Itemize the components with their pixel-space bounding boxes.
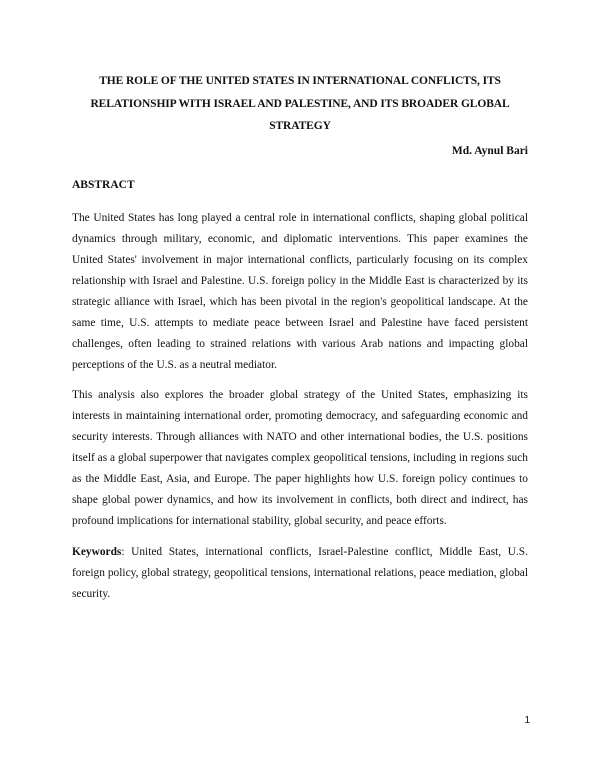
- keywords-text: : United States, international conflicts, Israel-Palestine conflict, Middle East, U.S. foreign policy, global strategy, geopolitical tensions, international relations, peace mediation, global security.: [72, 546, 528, 600]
- keywords-label: Keywords: [72, 546, 122, 558]
- abstract-heading: ABSTRACT: [72, 179, 135, 191]
- author-name: Md. Aynul Bari: [451, 145, 528, 157]
- abstract-paragraph: The United States has long played a central role in international conflicts, shaping global political dynamics through military, economic, and diplomatic interventions. This paper examines the United States' involvement in major international conflicts, particularly focusing on its complex relationship with Israel and Palestine. U.S. foreign policy in the Middle East is characterized by its strategic alliance with Israel, which has been pivotal in the region's geopolitical landscape. At the same time, U.S. attempts to mediate peace between Israel and Palestine have faced persistent challenges, often leading to strained relations with various Arab nations and impacting global perceptions of the U.S. as a neutral mediator.: [72, 212, 528, 371]
- paper-title: THE ROLE OF THE UNITED STATES IN INTERNATIONAL CONFLICTS, ITS RELATIONSHIP WITH ISRAEL AND PALESTINE, AND ITS BROADER GLOBAL STRATEGY: [90, 75, 510, 132]
- page-number: 1: [524, 715, 530, 726]
- keywords-paragraph: [72, 542, 528, 605]
- abstract-paragraph: This analysis also explores the broader global strategy of the United States, emphasizing its interests in maintaining international order, promoting democracy, and safeguarding economic and security interests. Through alliances with NATO and other international bodies, the U.S. positions itself as a global superpower that navigates complex geopolitical tensions, including in regions such as the Middle East, Asia, and Europe. The paper highlights how U.S. foreign policy continues to shape global power dynamics, and how its involvement in conflicts, both direct and indirect, has profound implications for international stability, global security, and peace efforts.: [72, 389, 528, 527]
